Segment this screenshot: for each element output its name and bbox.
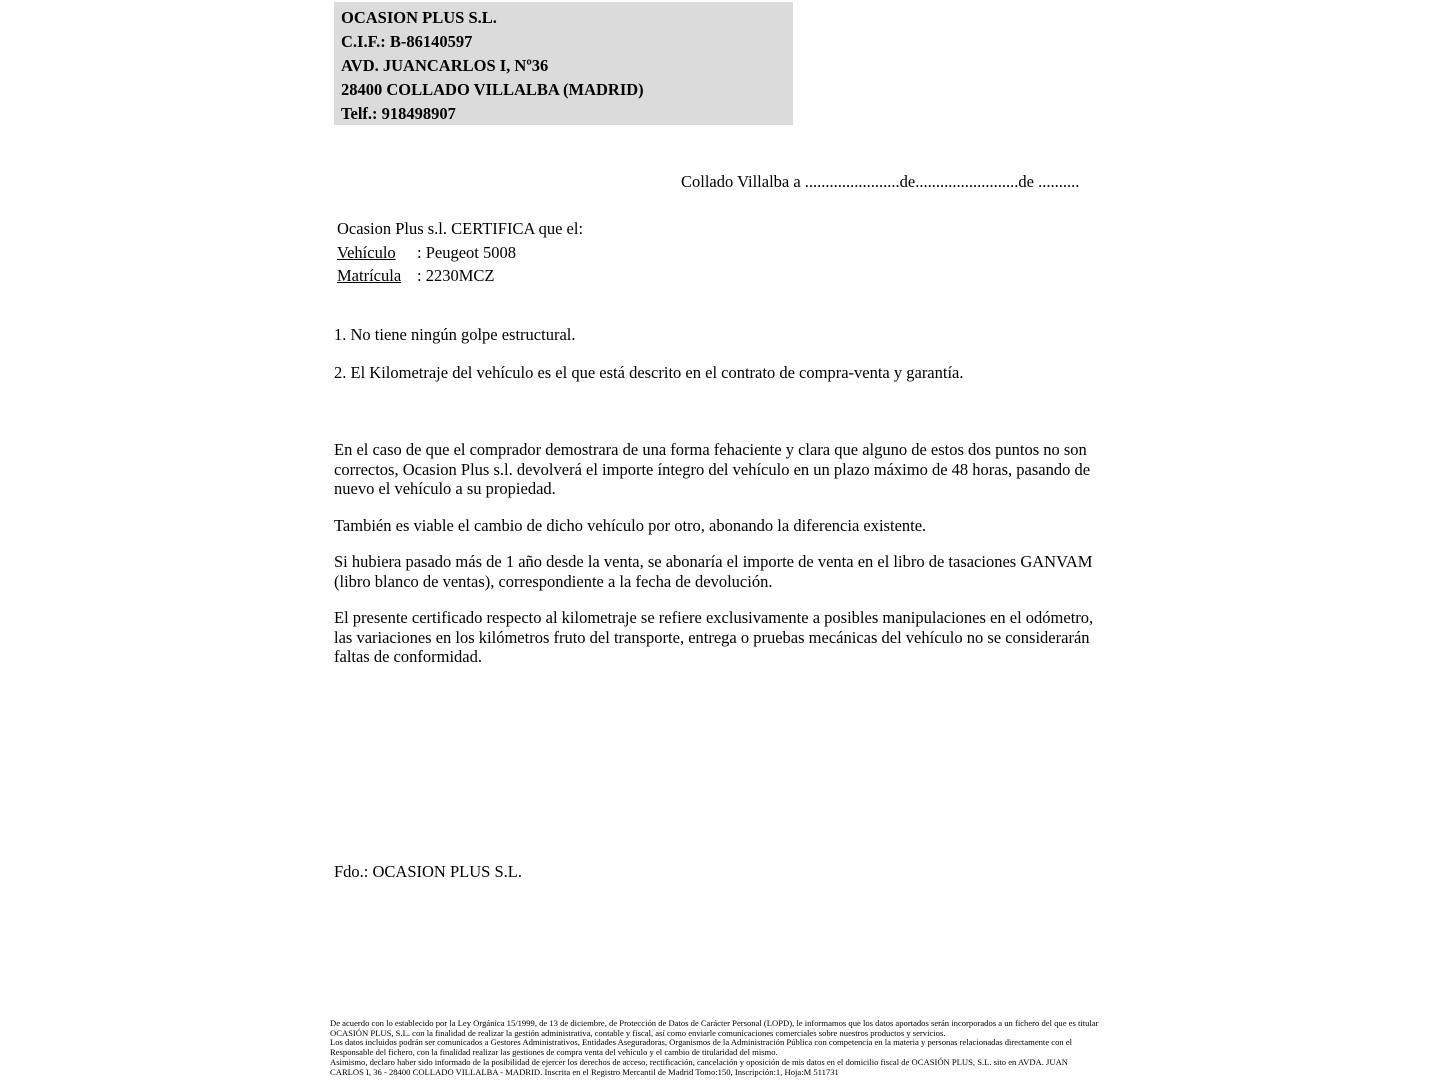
- company-cif: C.I.F.: B-86140597: [341, 32, 473, 51]
- legal-paragraph-rights: Asimismo, declaro haber sido informado de la posibilidad de ejercer los derechos de acceso, rectificación, cancelación y oposición de mis datos en el domicilio fiscal de OCASIÓN PLUS, S.L. sito en AVDA. JUAN CARLOS I, 36 - 28400 COLLADO VILLALBA - MADRID. Inscrita en el Registro Mercantil de Madrid Tomo:150, Inscripción:1, Hoja:M 511731: [330, 1056, 1069, 1077]
- plate-row: [337, 264, 583, 288]
- point-2: 2. El Kilometraje del vehículo es el que está descrito en el contrato de compra-venta y garantía.: [334, 362, 964, 382]
- company-header-box: [334, 2, 793, 125]
- body-paragraphs: [334, 440, 1094, 684]
- vehicle-label: Vehículo: [337, 242, 396, 262]
- company-address-line2: 28400 COLLADO VILLALBA (MADRID): [341, 80, 644, 99]
- legal-footer: [330, 1019, 1102, 1077]
- paragraph-odometer: El presente certificado respecto al kilometraje se refiere exclusivamente a posibles manipulaciones en el odómetro, las variaciones en los kilómetros fruto del transporte, entrega o pruebas mecánicas del vehículo no se considerarán faltas de conformidad.: [334, 608, 1094, 666]
- plate-label: Matrícula: [337, 266, 402, 285]
- company-address-line1: AVD. JUANCARLOS I, Nº36: [341, 56, 549, 75]
- certification-block: [337, 217, 583, 288]
- signature-line: Fdo.: OCASION PLUS S.L.: [334, 862, 522, 881]
- date-line: Collado Villalba a .......................de.........................de ..........: [681, 172, 1080, 191]
- point-1: 1. No tiene ningún golpe estructural.: [334, 325, 576, 344]
- certify-intro: Ocasion Plus s.l. CERTIFICA que el:: [337, 219, 584, 238]
- company-phone: Telf.: 918498907: [341, 104, 456, 123]
- vehicle-value: : Peugeot 5008: [417, 242, 516, 262]
- plate-value: : 2230MCZ: [417, 266, 495, 285]
- legal-paragraph-lopd: De acuerdo con lo establecido por la Ley Orgánica 15/1999, de 13 de diciembre, de Protección de Datos de Carácter Personal (LOPD), le informamos que los datos aportados serán incorporados a un fichero del que es titular OCASIÓN PLUS, S.L. con la finalidad de realizar la gestión administrativa, contable y fiscal, así como enviarle comunicaciones comerciales sobre nuestros productos y servicios.: [330, 1018, 1099, 1038]
- paragraph-refund: En el caso de que el comprador demostrara de una forma fehaciente y clara que alguno de estos dos puntos no son correctos, Ocasion Plus s.l. devolverá el importe íntegro del vehículo en un plazo máximo de 48 horas, pasando de nuevo el vehículo a su propiedad.: [334, 440, 1091, 498]
- legal-paragraph-data-sharing: Los datos incluidos podrán ser comunicados a Gestores Administrativos, Entidades Aseguradoras, Organismos de la Administración Pública con competencia en la materia y personas relacionadas directamente con el Responsable del fichero, con la finalidad realizar las gestiones de compra venta del vehículo y el cambio de titularidad del mismo.: [330, 1037, 1073, 1058]
- company-name: OCASION PLUS S.L.: [341, 8, 497, 27]
- certified-points: [334, 325, 1094, 400]
- paragraph-exchange: También es viable el cambio de dicho vehículo por otro, abonando la diferencia existente.: [334, 515, 927, 535]
- paragraph-ganvam: Si hubiera pasado más de 1 año desde la venta, se abonaría el importe de venta en el libro de tasaciones GANVAM (libro blanco de ventas), correspondiente a la fecha de devolución.: [334, 552, 1093, 591]
- vehicle-row: [337, 241, 583, 265]
